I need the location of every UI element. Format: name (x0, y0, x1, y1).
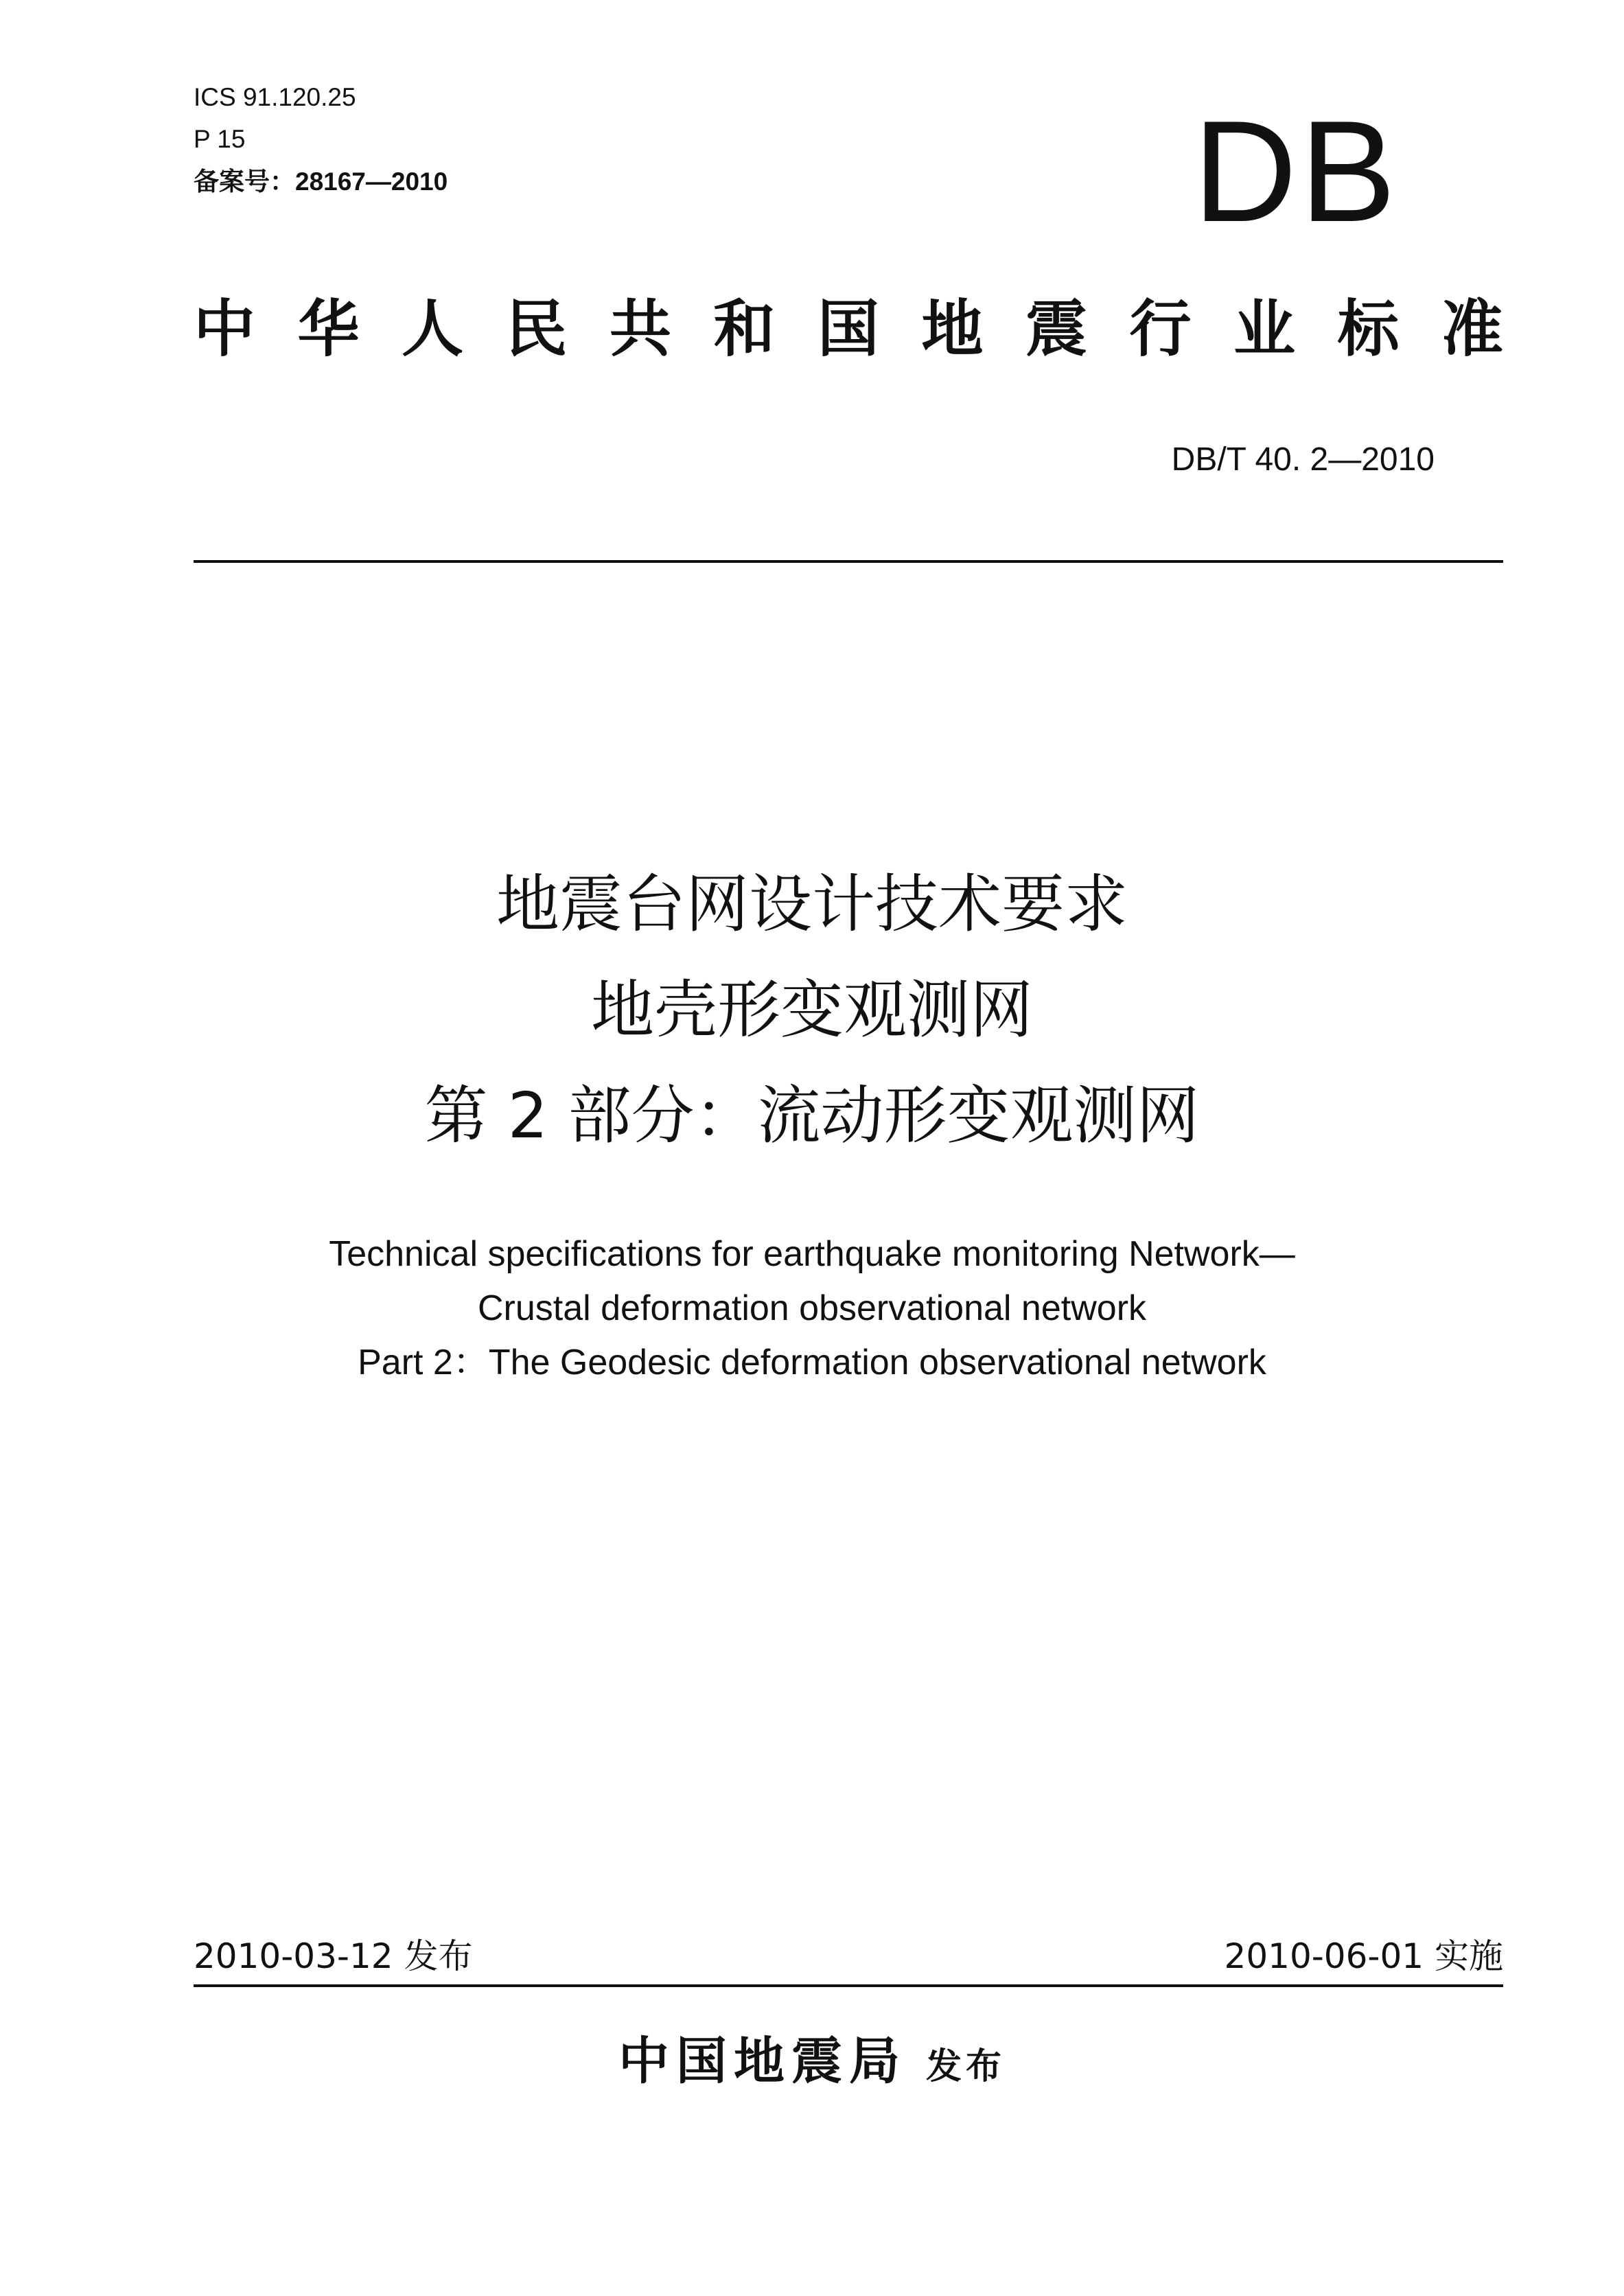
english-title-line-3: Part 2：The Geodesic deformation observational network (358, 1343, 1266, 1382)
issue-date: 2010-03-12 发布 (194, 1936, 473, 1976)
implementation-date: 2010-06-01 实施 (1224, 1936, 1503, 1976)
industry-title-char: 行 (1129, 293, 1192, 365)
top-divider (194, 560, 1503, 563)
chinese-title-line-2: 地壳形变观测网 (590, 973, 1033, 1047)
industry-title-char: 中 (194, 293, 255, 365)
chinese-title-line-1: 地震台网设计技术要求 (496, 868, 1128, 941)
standard-number: DB/T 40. 2—2010 (1171, 441, 1435, 478)
industry-title-char: 震 (1025, 293, 1087, 365)
bottom-divider (194, 1984, 1503, 1987)
ics-code: ICS 91.120.25 (194, 83, 356, 111)
db-standard-mark: DB (1193, 91, 1399, 252)
publisher-action: 发布 (925, 2046, 1006, 2087)
english-title-line-1: Technical specifications for earthquake monitoring Network— (329, 1234, 1295, 1274)
industry-title-char: 准 (1441, 293, 1503, 365)
english-title-line-2: Crustal deformation observational network (477, 1288, 1147, 1328)
industry-title-char: 地 (921, 293, 984, 365)
industry-standard-title (194, 292, 1503, 367)
industry-title-char: 标 (1337, 293, 1400, 365)
industry-title-char: 人 (402, 293, 463, 365)
industry-title-char: 华 (297, 293, 360, 365)
industry-title-char: 国 (817, 293, 879, 365)
record-number: 备案号：28167—2010 (194, 167, 448, 196)
industry-title-char: 业 (1233, 293, 1295, 365)
industry-title-char: 共 (610, 293, 671, 365)
classification-code: P 15 (194, 125, 246, 153)
publisher-name: 中国地震局 (618, 2032, 907, 2091)
publisher-line (0, 2028, 1624, 2100)
industry-title-char: 民 (505, 293, 568, 365)
industry-title-char: 和 (713, 293, 776, 365)
chinese-title-line-3: 第 2 部分：流动形变观测网 (424, 1079, 1200, 1152)
